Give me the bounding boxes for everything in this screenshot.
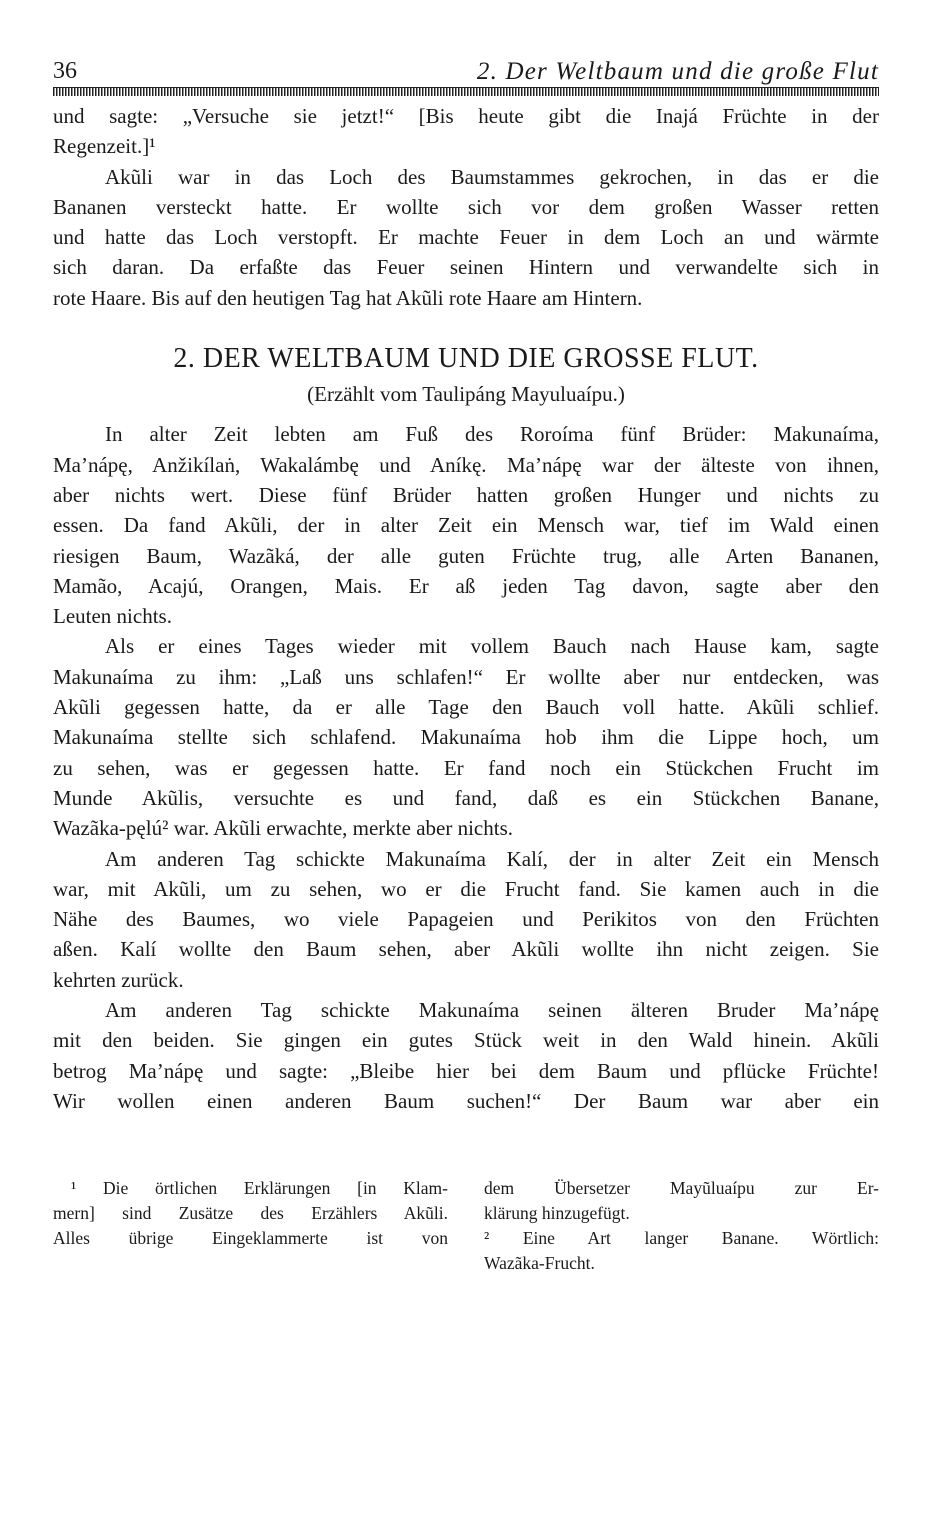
footnote-line: mern] sind Zusätze des Erzählers Akũli. xyxy=(53,1203,448,1223)
running-title: 2. Der Weltbaum und die große Flut xyxy=(476,58,879,85)
paragraph xyxy=(53,995,879,1116)
text-line: Nähe des Baumes, wo viele Papageien und Perikitos von den Früchten xyxy=(53,907,879,932)
text-line: Am anderen Tag schickte Makunaíma Kalí, der in alter Zeit ein Mensch xyxy=(105,846,879,871)
header-rule xyxy=(53,87,879,96)
text-line: Makunaíma zu ihm: „Laß uns schlafen!“ Er wollte aber nur entdecken, was xyxy=(53,664,879,689)
page-number: 36 xyxy=(53,58,77,84)
text-line: Am anderen Tag schickte Makunaíma seinen älteren Bruder Ma’nápę xyxy=(105,998,879,1023)
section-subtitle: (Erzählt vom Taulipáng Mayuluaípu.) xyxy=(307,382,625,407)
intro-paragraph xyxy=(53,101,879,162)
footnotes-right-column xyxy=(484,1176,879,1276)
text-line: und sagte: „Versuche sie jetzt!“ [Bis heute gibt die Inajá Früchte in der xyxy=(53,104,879,128)
text-line: Leuten nichts. xyxy=(53,604,172,629)
text-line: mit den beiden. Sie gingen ein gutes Stück weit in den Wald hinein. Akũli xyxy=(53,1028,879,1053)
text-line: aber nichts wert. Diese fünf Brüder hatten großen Hunger und nichts zu xyxy=(53,482,879,507)
text-line: zu sehen, was er gegessen hatte. Er fand noch ein Stückchen Frucht im xyxy=(53,755,879,780)
text-line: Bananen versteckt hatte. Er wollte sich vor dem großen Wasser retten xyxy=(53,194,879,219)
text-line: kehrten zurück. xyxy=(53,967,184,992)
text-line: Mamão, Acajú, Orangen, Mais. Er aß jeden Tag davon, sagte aber den xyxy=(53,573,879,598)
footnote-line: Wazãka-Frucht. xyxy=(484,1253,595,1273)
text-line: Akũli war in das Loch des Baumstammes gekrochen, in das er die xyxy=(105,164,879,189)
paragraph xyxy=(53,844,879,995)
text-line: Akũli gegessen hatte, da er alle Tage den Bauch voll hatte. Akũli schlief. xyxy=(53,695,879,720)
text-line: Munde Akũlis, versuchte es und fand, daß es ein Stückchen Banane, xyxy=(53,785,879,810)
section-title: 2. DER WELTBAUM UND DIE GROSSE FLUT. xyxy=(173,343,759,375)
text-line: und hatte das Loch verstopft. Er machte Feuer in dem Loch an und wärmte xyxy=(53,225,879,250)
text-line: war, mit Akũli, um zu sehen, wo er die Frucht fand. Sie kamen auch in die xyxy=(53,876,879,901)
paragraph xyxy=(53,419,879,631)
footnote-line: dem Übersetzer Mayũluaípu zur Er- xyxy=(484,1178,879,1198)
text-line: Regenzeit.]¹ xyxy=(53,134,156,159)
text-line: betrog Ma’nápę und sagte: „Bleibe hier bei dem Baum und pflücke Früchte! xyxy=(53,1058,879,1083)
footnotes-left-column xyxy=(53,1176,448,1251)
text-line: Makunaíma stellte sich schlafend. Makunaíma hob ihm die Lippe hoch, um xyxy=(53,725,879,750)
text-line: Als er eines Tages wieder mit vollem Bauch nach Hause kam, sagte xyxy=(105,634,879,659)
footnote-line: klärung hinzugefügt. xyxy=(484,1203,630,1223)
text-line: sich daran. Da erfaßte das Feuer seinen Hintern und verwandelte sich in xyxy=(53,255,879,280)
text-line: Wir wollen einen anderen Baum suchen!“ Der Baum war aber ein xyxy=(53,1088,879,1113)
text-line: rote Haare. Bis auf den heutigen Tag hat Akũli rote Haare am Hintern. xyxy=(53,285,643,310)
page-header xyxy=(53,58,879,88)
text-line: essen. Da fand Akũli, der in alter Zeit ein Mensch war, tief im Wald einen xyxy=(53,513,879,538)
text-line: aßen. Kalí wollte den Baum sehen, aber Akũli wollte ihn nicht zeigen. Sie xyxy=(53,937,879,962)
text-line: riesigen Baum, Wazãká, der alle guten Früchte trug, alle Arten Bananen, xyxy=(53,543,879,568)
footnote-line: ¹ Die örtlichen Erklärungen [in Klam- xyxy=(71,1178,448,1198)
footnote-line: Alles übrige Eingeklammerte ist von xyxy=(53,1228,448,1248)
main-text xyxy=(53,101,879,1116)
text-line: In alter Zeit lebten am Fuß des Roroíma fünf Brüder: Makunaíma, xyxy=(105,422,879,447)
paragraph xyxy=(53,631,879,843)
paragraph xyxy=(53,162,879,313)
text-line: Wazãka-pęlú² war. Akũli erwachte, merkte aber nichts. xyxy=(53,816,513,841)
footnote-line: ² Eine Art langer Banane. Wörtlich: xyxy=(484,1228,879,1248)
text-line: Ma’nápę, Anžikílaṅ, Wakalámbę und Aníkę. Ma’nápę war der älteste von ihnen, xyxy=(53,452,879,477)
